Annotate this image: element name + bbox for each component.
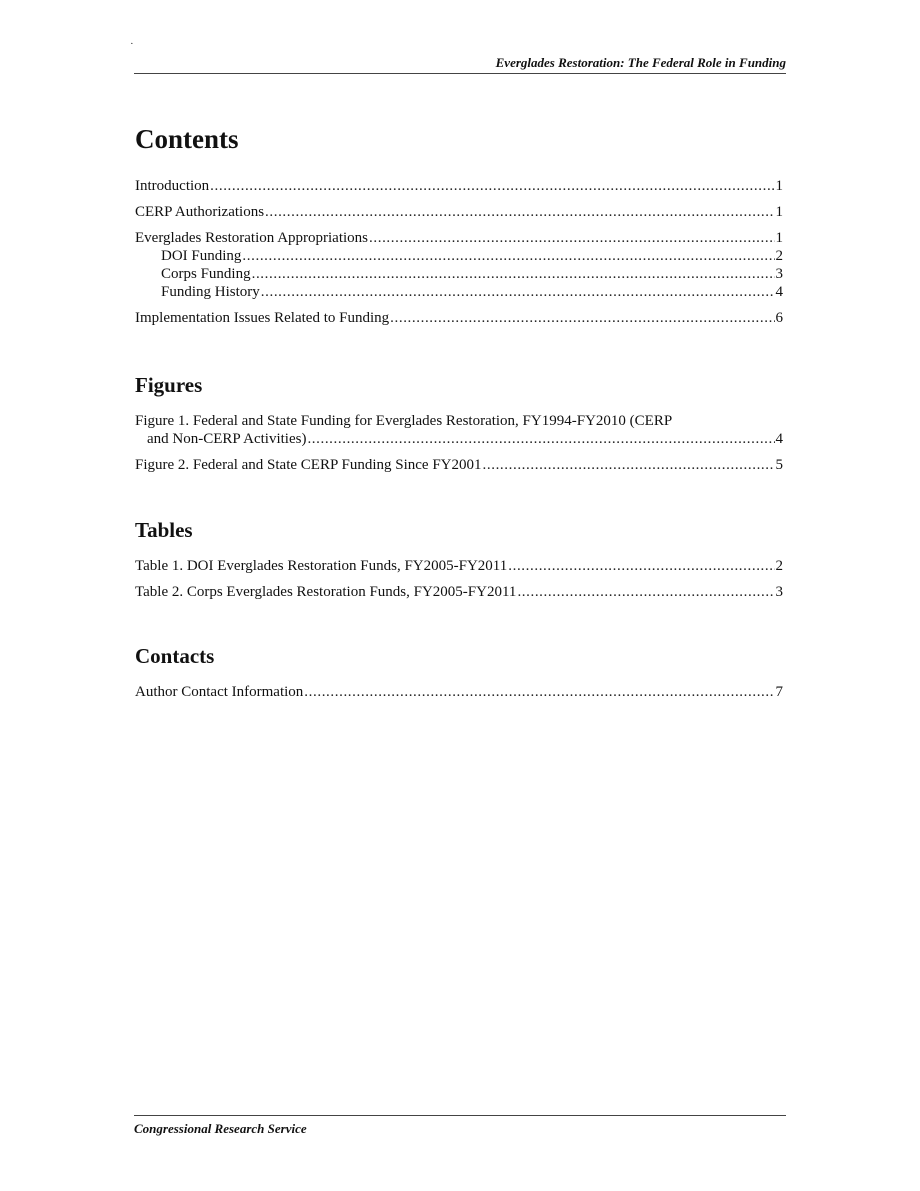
toc-entry-figure-1[interactable] xyxy=(135,412,783,448)
toc-entry-label: Corps Funding xyxy=(161,266,251,282)
toc-entry-label: Implementation Issues Related to Funding xyxy=(135,310,390,326)
toc-entry-label: DOI Funding xyxy=(161,248,242,264)
dot-leader xyxy=(307,430,774,448)
running-header: Everglades Restoration: The Federal Role in Funding xyxy=(134,54,786,74)
toc-entry-label: CERP Authorizations xyxy=(135,204,265,220)
toc-entry-label: Everglades Restoration Appropriations xyxy=(135,230,369,246)
toc-entry-label: Funding History xyxy=(161,284,260,300)
contents-heading: Contents xyxy=(135,124,239,154)
toc-page-number: 3 xyxy=(775,266,783,282)
tables-list xyxy=(135,557,783,601)
toc-page-number: 4 xyxy=(775,431,783,447)
toc-entry-table-2[interactable] xyxy=(135,583,783,601)
toc-entry-author-contact[interactable] xyxy=(135,683,783,701)
toc-page-number: 1 xyxy=(775,230,783,246)
dot-leader xyxy=(265,203,774,221)
figures-heading: Figures xyxy=(135,373,203,397)
toc-entry-figure-2[interactable] xyxy=(135,456,783,474)
toc-entry-continuation xyxy=(135,430,783,448)
toc-entry-label-continued: and Non-CERP Activities) xyxy=(147,431,307,447)
tables-heading: Tables xyxy=(135,518,193,542)
toc-entry-introduction[interactable] xyxy=(135,177,783,195)
toc-entry-implementation-issues[interactable] xyxy=(135,309,783,327)
dot-leader xyxy=(261,283,775,301)
toc-entry-doi-funding[interactable] xyxy=(135,247,783,265)
toc-page-number: 7 xyxy=(775,684,783,700)
toc-entry-label: Table 1. DOI Everglades Restoration Funds, FY2005-FY2011 xyxy=(135,558,508,574)
dot-leader xyxy=(483,456,775,474)
contacts-heading: Contacts xyxy=(135,644,215,668)
contents-list xyxy=(135,177,783,327)
toc-entry-table-1[interactable] xyxy=(135,557,783,575)
toc-entry-funding-history[interactable] xyxy=(135,283,783,301)
dot-leader xyxy=(369,229,774,247)
toc-entry-label: Introduction xyxy=(135,178,210,194)
running-footer: Congressional Research Service xyxy=(134,1115,786,1138)
dot-leader xyxy=(252,265,775,283)
dot-leader xyxy=(517,583,774,601)
toc-page-number: 5 xyxy=(775,457,783,473)
corner-mark: · xyxy=(130,38,134,50)
toc-entry-label: Author Contact Information xyxy=(135,684,304,700)
toc-entry-cerp-authorizations[interactable] xyxy=(135,203,783,221)
toc-page-number: 3 xyxy=(775,584,783,600)
toc-entry-corps-funding[interactable] xyxy=(135,265,783,283)
dot-leader xyxy=(508,557,774,575)
toc-page-number: 2 xyxy=(775,558,783,574)
toc-entry-label: Figure 2. Federal and State CERP Funding Since FY2001 xyxy=(135,457,482,473)
toc-page-number: 6 xyxy=(775,310,783,326)
toc-entry-label: Table 2. Corps Everglades Restoration Funds, FY2005-FY2011 xyxy=(135,584,517,600)
toc-page-number: 1 xyxy=(775,204,783,220)
toc-entry-label: Figure 1. Federal and State Funding for Everglades Restoration, FY1994-FY2010 (CERP xyxy=(135,413,673,429)
dot-leader xyxy=(390,309,774,327)
dot-leader xyxy=(304,683,774,701)
toc-page-number: 1 xyxy=(775,178,783,194)
dot-leader xyxy=(242,247,774,265)
figures-list xyxy=(135,412,783,474)
toc-page-number: 2 xyxy=(775,248,783,264)
toc-page-number: 4 xyxy=(775,284,783,300)
dot-leader xyxy=(210,177,774,195)
contacts-list xyxy=(135,683,783,701)
toc-entry-appropriations[interactable] xyxy=(135,229,783,247)
